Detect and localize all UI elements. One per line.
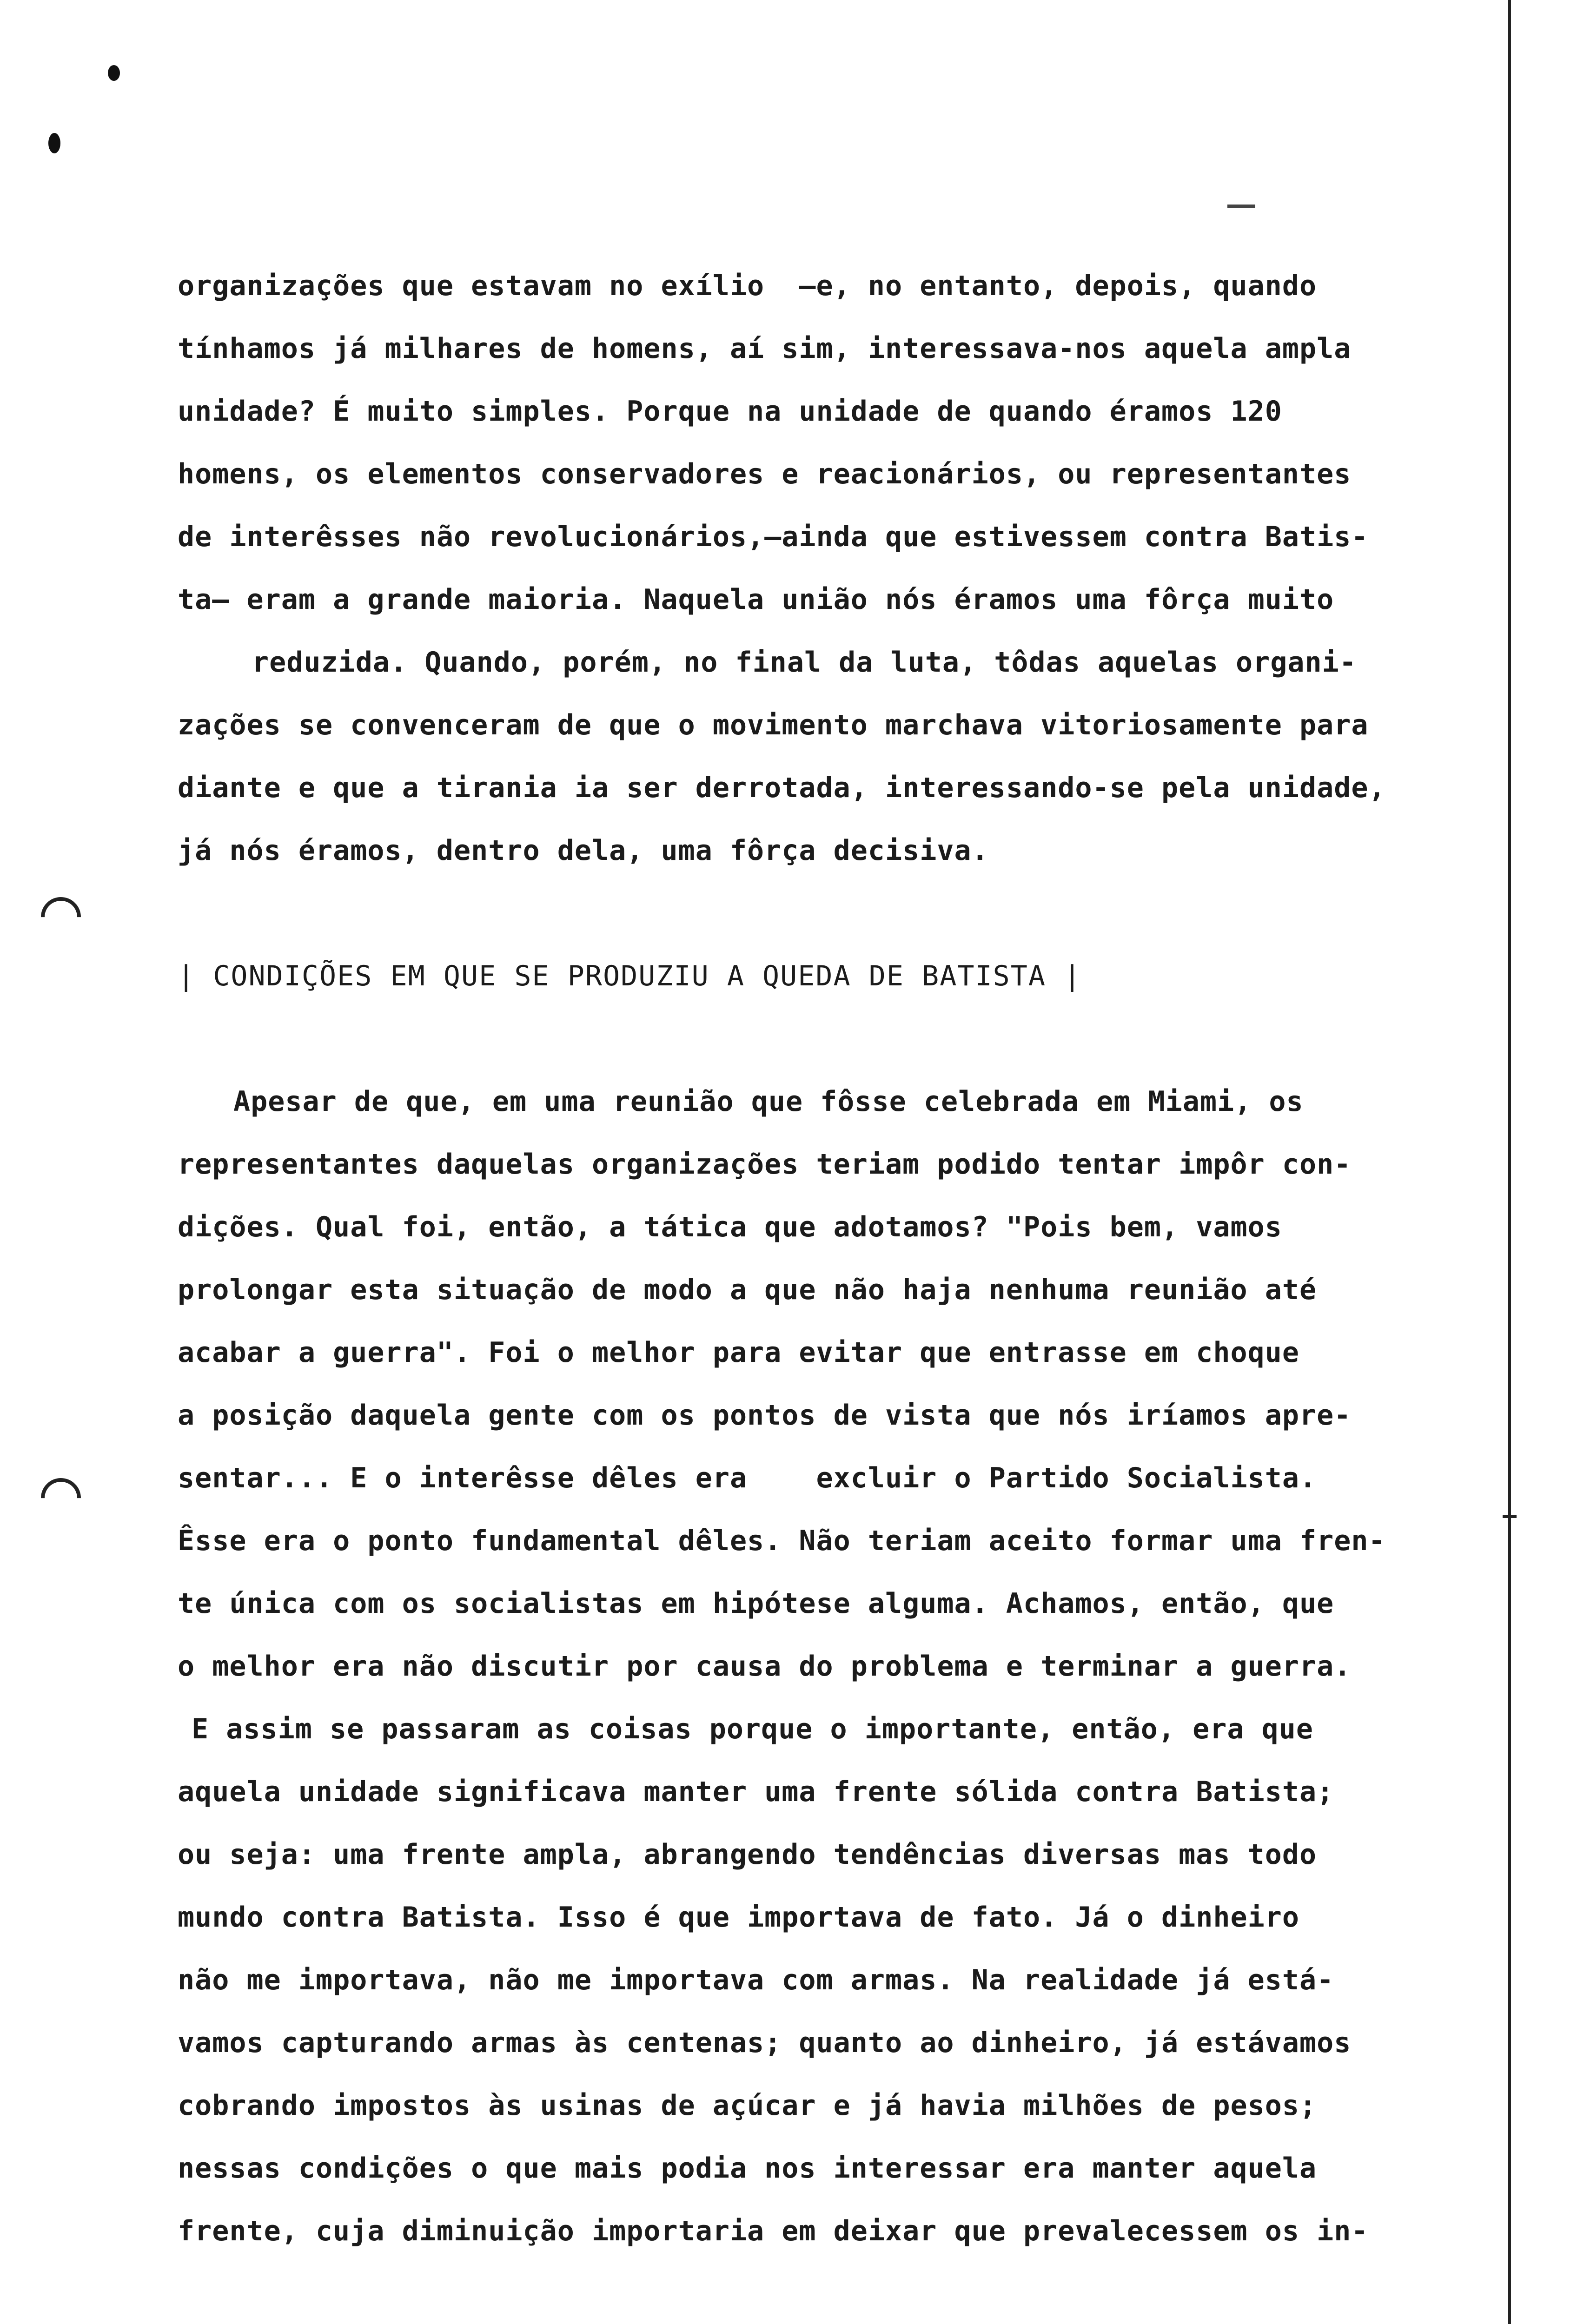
text-line: reduzida. Quando, porém, no final da luta, tôdas aquelas organi- [252, 646, 1357, 679]
text-line: não me importava, não me importava com armas. Na realidade já está- [178, 1964, 1334, 1996]
text-line: nessas condições o que mais podia nos interessar era manter aquela [178, 2152, 1317, 2185]
text-line: vamos capturando armas às centenas; quanto ao dinheiro, já estávamos [178, 2027, 1352, 2059]
paragraph-3 [178, 1698, 1498, 2263]
punch-hole-mark [33, 889, 89, 945]
text-line: mundo contra Batista. Isso é que importava de fato. Já o dinheiro [178, 1901, 1299, 1934]
text-line: representantes daquelas organizações teriam podido tentar impôr con- [178, 1148, 1352, 1181]
scan-mark [1227, 205, 1255, 208]
text-line: homens, os elementos conservadores e reacionários, ou representantes [178, 458, 1352, 490]
paragraph-2 [178, 1070, 1498, 1698]
page-edge-tick [1503, 1515, 1517, 1518]
text-line: cobrando impostos às usinas de açúcar e já havia milhões de pesos; [178, 2089, 1317, 2122]
text-line: prolongar esta situação de modo a que não haja nenhuma reunião até [178, 1274, 1317, 1306]
text-line: Êsse era o ponto fundamental dêles. Não teriam aceito formar uma fren- [178, 1525, 1386, 1557]
text-line: E assim se passaram as coisas porque o importante, então, era que [192, 1713, 1313, 1745]
document-body [178, 255, 1498, 2263]
text-line: Apesar de que, em uma reunião que fôsse celebrada em Miami, os [233, 1085, 1304, 1118]
spacer [178, 882, 1498, 945]
text-line: sentar... E o interêsse dêles era excluir o Partido Socialista. [178, 1462, 1317, 1494]
section-heading: | CONDIÇÕES EM QUE SE PRODUZIU A QUEDA DE BATISTA | [178, 960, 1082, 992]
text-line: diante e que a tirania ia ser derrotada, interessando-se pela unidade, [178, 772, 1386, 804]
ink-dot-mark [48, 133, 60, 153]
page-edge-line [1508, 0, 1511, 2324]
text-line: zações se convenceram de que o movimento marchava vitoriosamente para [178, 709, 1369, 741]
text-line: ou seja: uma frente ampla, abrangendo tendências diversas mas todo [178, 1838, 1317, 1871]
paragraph-1 [178, 255, 1498, 882]
text-line: frente, cuja diminuição importaria em deixar que prevalecessem os in- [178, 2215, 1369, 2247]
text-line: te única com os socialistas em hipótese alguma. Achamos, então, que [178, 1587, 1334, 1620]
text-line: ta— eram a grande maioria. Naquela união nós éramos uma fôrça muito [178, 583, 1334, 616]
text-line: organizações que estavam no exílio —e, no entanto, depois, quando [178, 270, 1317, 302]
text-line: a posição daquela gente com os pontos de vista que nós iríamos apre- [178, 1399, 1352, 1432]
text-line: unidade? É muito simples. Porque na unidade de quando éramos 120 [178, 395, 1282, 428]
text-line: tínhamos já milhares de homens, aí sim, interessava-nos aquela ampla [178, 332, 1352, 365]
text-line: já nós éramos, dentro dela, uma fôrça decisiva. [178, 834, 989, 867]
spacer [178, 1008, 1498, 1070]
punch-hole-mark [33, 1470, 89, 1526]
text-line: acabar a guerra". Foi o melhor para evitar que entrasse em choque [178, 1336, 1299, 1369]
text-line: dições. Qual foi, então, a tática que adotamos? "Pois bem, vamos [178, 1211, 1282, 1243]
text-line: aquela unidade significava manter uma frente sólida contra Batista; [178, 1776, 1334, 1808]
text-line: o melhor era não discutir por causa do problema e terminar a guerra. [178, 1650, 1352, 1683]
ink-dot-mark [108, 65, 120, 81]
text-line: de interêsses não revolucionários,—ainda que estivessem contra Batis- [178, 521, 1369, 553]
